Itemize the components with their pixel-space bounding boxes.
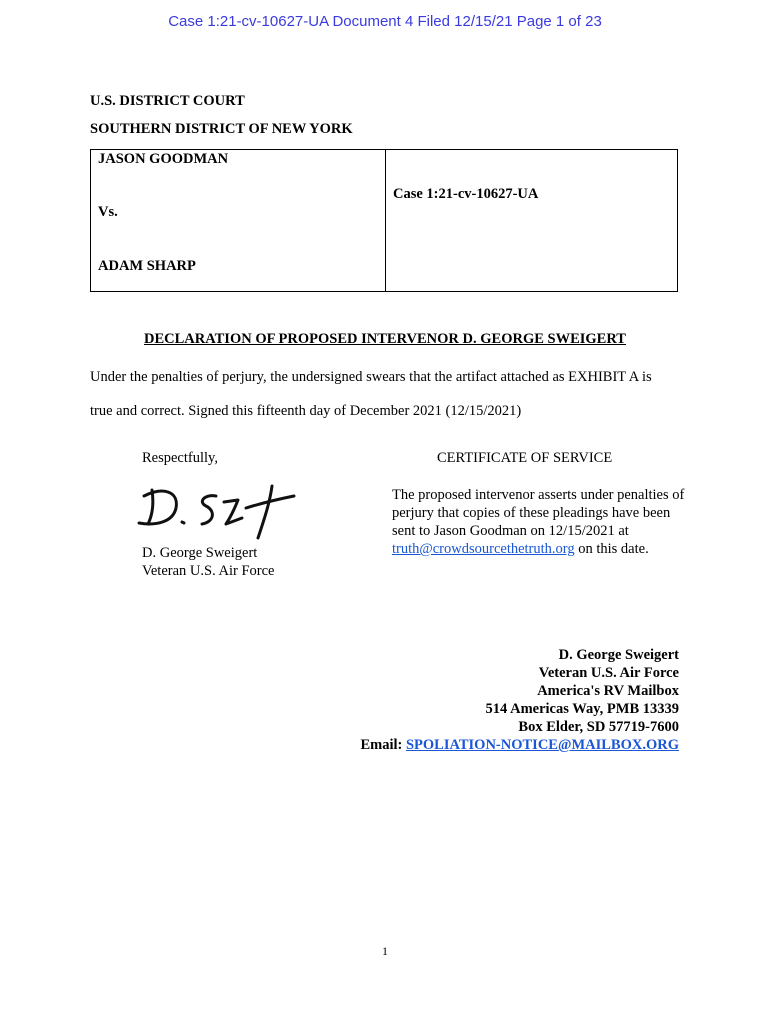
- closing: Respectfully,: [142, 450, 218, 466]
- versus-label: Vs.: [98, 204, 118, 220]
- address-title: Veteran U.S. Air Force: [538, 665, 679, 681]
- address-city: Box Elder, SD 57719-7600: [518, 719, 679, 735]
- email-label: Email:: [360, 737, 406, 753]
- service-email-link[interactable]: truth@crowdsourcethetruth.org: [392, 541, 575, 557]
- address-street: 514 Americas Way, PMB 13339: [485, 701, 679, 717]
- case-number: Case 1:21-cv-10627-UA: [393, 186, 539, 202]
- case-caption-box: [90, 149, 678, 292]
- certificate-text: The proposed intervenor asserts under penalties of perjury that copies of these pleadings have been sent to Jason Goodman on 12/15/2021 at: [392, 487, 685, 539]
- document-title: DECLARATION OF PROPOSED INTERVENOR D. GEORGE SWEIGERT: [144, 331, 626, 347]
- court-district: SOUTHERN DISTRICT OF NEW YORK: [90, 121, 353, 137]
- ecf-header-stamp: Case 1:21-cv-10627-UA Document 4 Filed 12/15/21 Page 1 of 23: [168, 13, 602, 30]
- certificate-body: [392, 486, 692, 558]
- page-number: 1: [382, 944, 388, 958]
- caption-divider: [385, 150, 386, 291]
- address-org: America's RV Mailbox: [537, 683, 679, 699]
- certificate-suffix: on this date.: [574, 541, 649, 557]
- declaration-line-2: true and correct. Signed this fifteenth day of December 2021 (12/15/2021): [90, 403, 522, 419]
- contact-email-link[interactable]: SPOLIATION-NOTICE@MAILBOX.ORG: [405, 737, 679, 753]
- certificate-heading: CERTIFICATE OF SERVICE: [437, 450, 613, 466]
- plaintiff-name: JASON GOODMAN: [98, 151, 229, 167]
- address-email-line: [360, 736, 679, 754]
- address-name: D. George Sweigert: [558, 647, 679, 663]
- signer-title: Veteran U.S. Air Force: [142, 563, 275, 579]
- signer-name: D. George Sweigert: [142, 545, 258, 561]
- defendant-name: ADAM SHARP: [98, 258, 196, 274]
- handwritten-signature: [134, 478, 304, 548]
- declaration-line-1: Under the penalties of perjury, the undersigned swears that the artifact attached as EXHIBIT A is: [90, 369, 652, 385]
- court-name: U.S. DISTRICT COURT: [90, 93, 245, 109]
